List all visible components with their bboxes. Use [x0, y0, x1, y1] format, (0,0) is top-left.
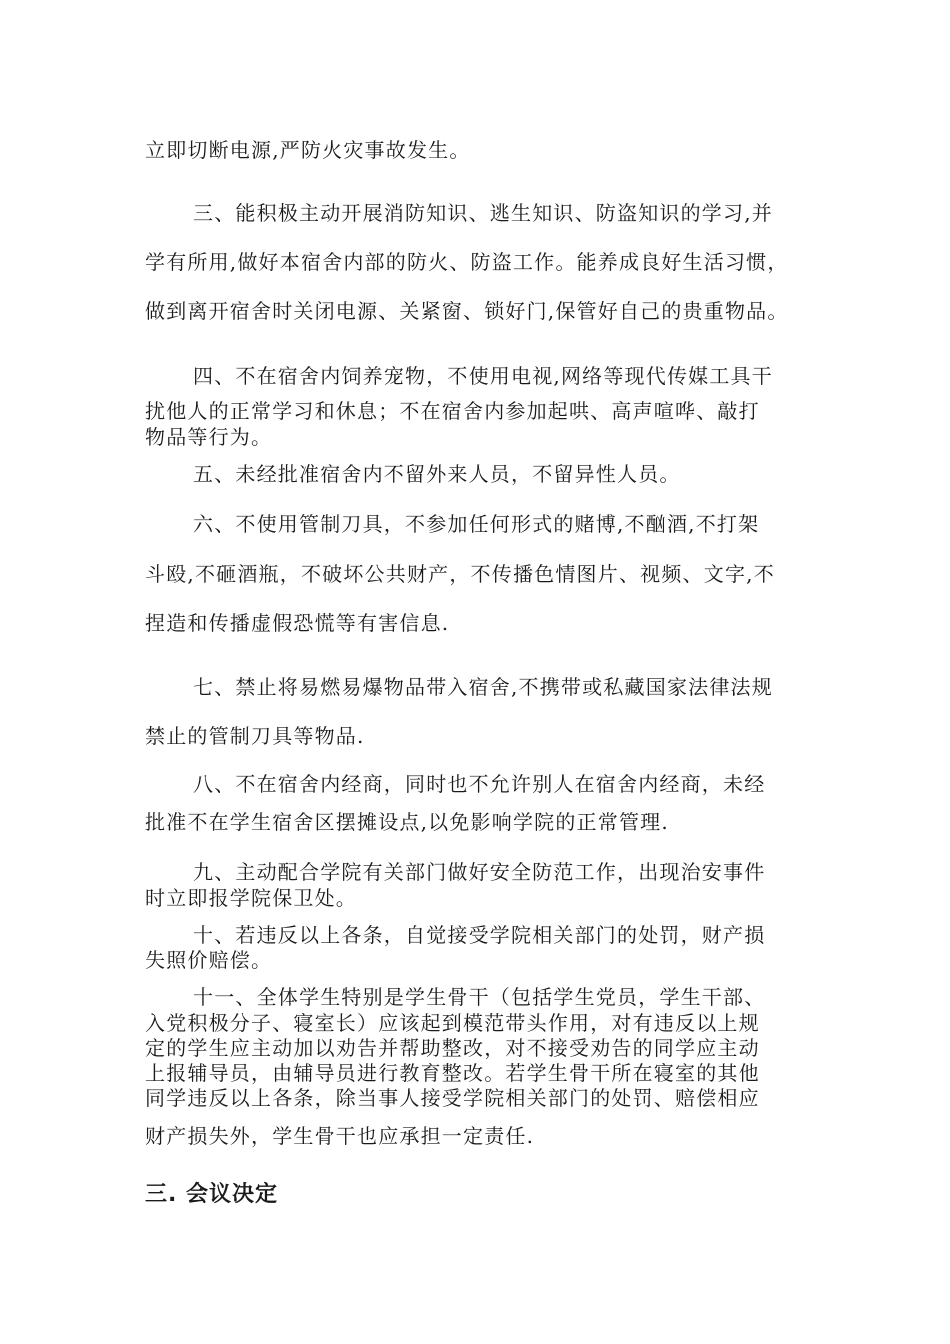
text-line: 八、不在宿舍内经商，同时也不允许别人在宿舍内经商，未经 — [193, 772, 766, 796]
text-line: 立即切断电源,严防火灾事故发生。 — [145, 138, 471, 162]
text-line: 捏造和传播虚假恐慌等有害信息. — [145, 611, 450, 635]
text-line: 上报辅导员，由辅导员进行教育整改。若学生骨干所在寝室的其他 — [145, 1061, 760, 1085]
text-line: 批准不在学生宿舍区摆摊设点,以免影响学院的正常管理. — [145, 810, 669, 834]
text-line: 时立即报学院保卫处。 — [145, 886, 357, 910]
text-line: 同学违反以上各条，除当事人接受学院相关部门的处罚、赔偿相应 — [145, 1086, 760, 1110]
text-line: 九、主动配合学院有关部门做好安全防范工作，出现治安事件 — [193, 860, 766, 884]
text-line: 失照价赔偿。 — [145, 948, 273, 972]
text-line: 禁止的管制刀具等物品. — [145, 724, 365, 748]
text-line: 学有所用,做好本宿舍内部的防火、防盗工作。能养成良好生活习惯， — [145, 250, 789, 274]
text-line: 十一、全体学生特别是学生骨干（包括学生党员，学生干部、 — [193, 985, 766, 1009]
text-line: 三、能积极主动开展消防知识、逃生知识、防盗知识的学习,并 — [193, 201, 773, 225]
text-line: 五、未经批准宿舍内不留外来人员，不留异性人员。 — [193, 462, 681, 486]
text-line: 入党积极分子、寝室长）应该起到模范带头作用，对有违反以上规 — [145, 1011, 760, 1035]
text-line: 定的学生应主动加以劝告并帮助整改，对不接受劝告的同学应主动 — [145, 1036, 760, 1060]
text-line: 六、不使用管制刀具，不参加任何形式的赌博,不酗酒,不打架 — [193, 512, 760, 536]
text-line: 斗殴,不砸酒瓶，不破坏公共财产，不传播色情图片、视频、文字,不 — [145, 562, 775, 586]
text-line: 七、禁止将易燃易爆物品带入宿舍,不携带或私藏国家法律法规 — [193, 675, 773, 699]
text-line: 财产损失外，学生骨干也应承担一定责任. — [145, 1124, 535, 1148]
text-line: 四、不在宿舍内饲养宠物，不使用电视,网络等现代传媒工具干 — [193, 364, 773, 388]
text-line: 物品等行为。 — [145, 425, 273, 449]
text-line: 十、若违反以上各条，自觉接受学院相关部门的处罚，财产损 — [193, 923, 766, 947]
text-line: 扰他人的正常学习和休息；不在宿舍内参加起哄、高声喧哗、敲打 — [145, 399, 760, 423]
section-heading: 三. 会议决定 — [145, 1182, 279, 1207]
text-line: 做到离开宿舍时关闭电源、关紧窗、锁好门,保管好自己的贵重物品。 — [145, 299, 789, 323]
